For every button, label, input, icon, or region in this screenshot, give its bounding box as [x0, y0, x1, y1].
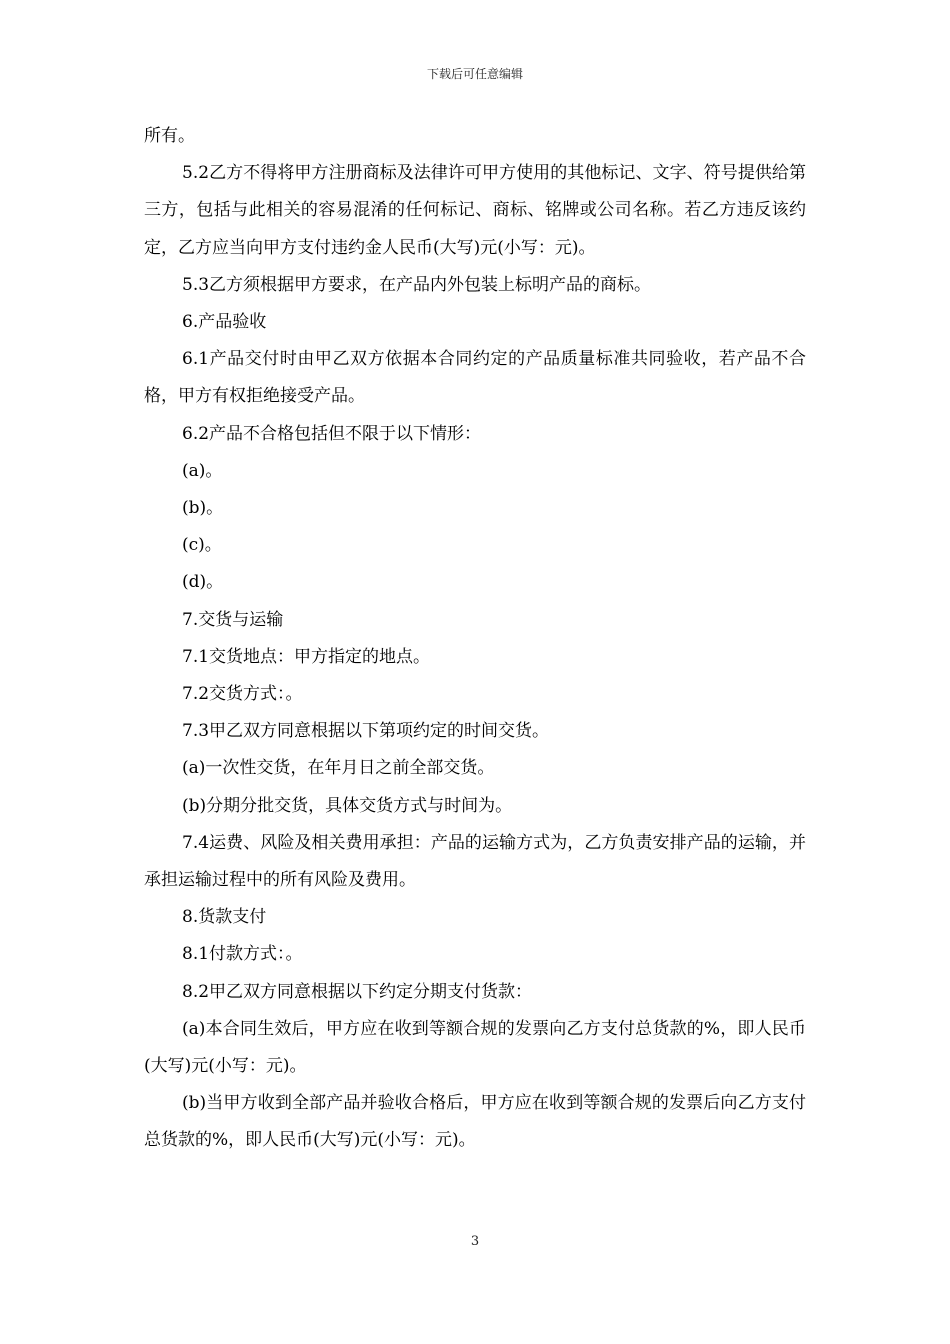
paragraph-6-2: 6.2产品不合格包括但不限于以下情形： [182, 423, 482, 444]
paragraph-8-1: 8.1付款方式：。 [182, 944, 303, 965]
document-body [144, 118, 806, 1160]
paragraph-6-1: 6.1产品交付时由甲乙双方依据本合同约定的产品质量标准共同验收，若产品不合格，甲方有权拒绝接受产品。 [144, 349, 806, 407]
paragraph-7-3: 7.3甲乙双方同意根据以下第项约定的时间交货。 [182, 721, 550, 742]
paragraph-7-4: 7.4运费、风险及相关费用承担：产品的运输方式为，乙方负责安排产品的运输，并承担运输过程中的所有风险及费用。 [144, 832, 806, 891]
paragraph-7-1: 7.1交货地点：甲方指定的地点。 [182, 646, 431, 667]
list-item-8-2-b: (b)当甲方收到全部产品并验收合格后，甲方应在收到等额合规的发票后向乙方支付总货款的%，即人民币(大写)元(小写：元)。 [144, 1093, 806, 1151]
list-item-d: (d)。 [182, 572, 224, 593]
section-heading-8: 8.货款支付 [182, 907, 267, 928]
paragraph-8-2: 8.2甲乙双方同意根据以下约定分期支付货款： [182, 981, 533, 1002]
page-header: 下载后可任意编辑 [426, 67, 523, 81]
paragraph-5-3: 5.3乙方须根据甲方要求，在产品内外包装上标明产品的商标。 [182, 274, 652, 295]
list-item-7-3-b: (b)分期分批交货，具体交货方式与时间为。 [182, 795, 513, 816]
list-item-8-2-a: (a)本合同生效后，甲方应在收到等额合规的发票向乙方支付总货款的%，即人民币(大写)元(小写：元)。 [144, 1018, 806, 1077]
paragraph: 所有。 [144, 126, 195, 146]
section-heading-6: 6.产品验收 [182, 312, 267, 333]
list-item-7-3-a: (a)一次性交货，在年月日之前全部交货。 [182, 758, 495, 779]
list-item-b: (b)。 [182, 498, 224, 519]
paragraph-7-2: 7.2交货方式：。 [182, 684, 303, 705]
paragraph-5-2: 5.2乙方不得将甲方注册商标及法律许可甲方使用的其他标记、文字、符号提供给第三方，包括与此相关的容易混淆的任何标记、商标、铭牌或公司名称。若乙方违反该约定，乙方应当向甲方支付违约金人民币(大写)元(小写：元)。 [144, 163, 806, 258]
list-item-c: (c)。 [182, 535, 222, 556]
page-number: 3 [470, 1234, 480, 1249]
section-heading-7: 7.交货与运输 [182, 609, 284, 630]
list-item-a: (a)。 [182, 460, 223, 481]
